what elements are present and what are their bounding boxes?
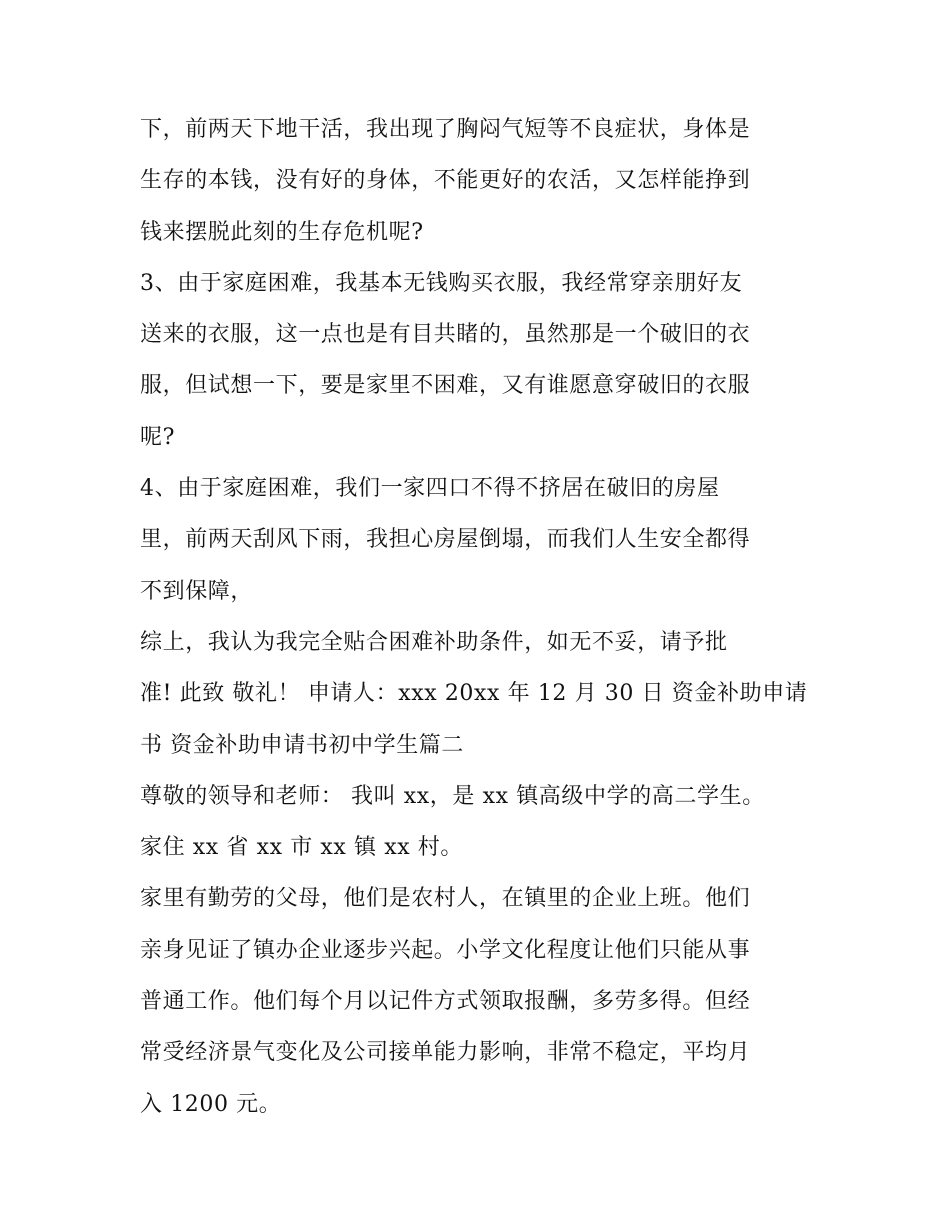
text-line: 入 1200 元。 bbox=[140, 1091, 282, 1117]
text-line: 普通工作。他们每个月以记件方式领取报酬，多劳多得。但经 bbox=[140, 989, 751, 1015]
text-line: 家里有勤劳的父母，他们是农村人，在镇里的企业上班。他们 bbox=[140, 886, 751, 912]
text-line: 家住 xx 省 xx 市 xx 镇 xx 村。 bbox=[140, 835, 464, 861]
text-line: 常受经济景气变化及公司接单能力影响，非常不稳定，平均月 bbox=[140, 1040, 751, 1066]
text-line: 生存的本钱，没有好的身体，不能更好的农活，又怎样能挣到 bbox=[140, 168, 751, 194]
text-line: 钱来摆脱此刻的生存危机呢? bbox=[140, 219, 424, 245]
text-line: 服，但试想一下，要是家里不困难，又有谁愿意穿破旧的衣服 bbox=[140, 373, 751, 399]
text-line: 4、由于家庭困难，我们一家四口不得不挤居在破旧的房屋 bbox=[140, 476, 720, 502]
text-line: 尊敬的领导和老师： 我叫 xx，是 xx 镇高级中学的高二学生。 bbox=[140, 783, 765, 809]
text-line: 呢? bbox=[140, 424, 175, 450]
text-line: 里，前两天刮风下雨，我担心房屋倒塌，而我们人生安全都得 bbox=[140, 527, 751, 553]
text-line: 亲身见证了镇办企业逐步兴起。小学文化程度让他们只能从事 bbox=[140, 937, 751, 963]
text-line: 送来的衣服，这一点也是有目共睹的，虽然那是一个破旧的衣 bbox=[140, 322, 751, 348]
text-line: 综上，我认为我完全贴合困难补助条件，如无不妥，请予批 bbox=[140, 629, 728, 655]
text-line: 3、由于家庭困难，我基本无钱购买衣服，我经常穿亲朋好友 bbox=[140, 270, 743, 296]
text-line: 准! 此致 敬礼！ 申请人：xxx 20xx 年 12 月 30 日 资金补助申请 bbox=[140, 681, 808, 707]
text-line: 不到保障， bbox=[140, 578, 254, 604]
text-line: 下，前两天下地干活，我出现了胸闷气短等不良症状，身体是 bbox=[140, 117, 751, 142]
document-body bbox=[140, 104, 820, 1130]
text-line: 书 资金补助申请书初中学生篇二 bbox=[140, 732, 464, 758]
